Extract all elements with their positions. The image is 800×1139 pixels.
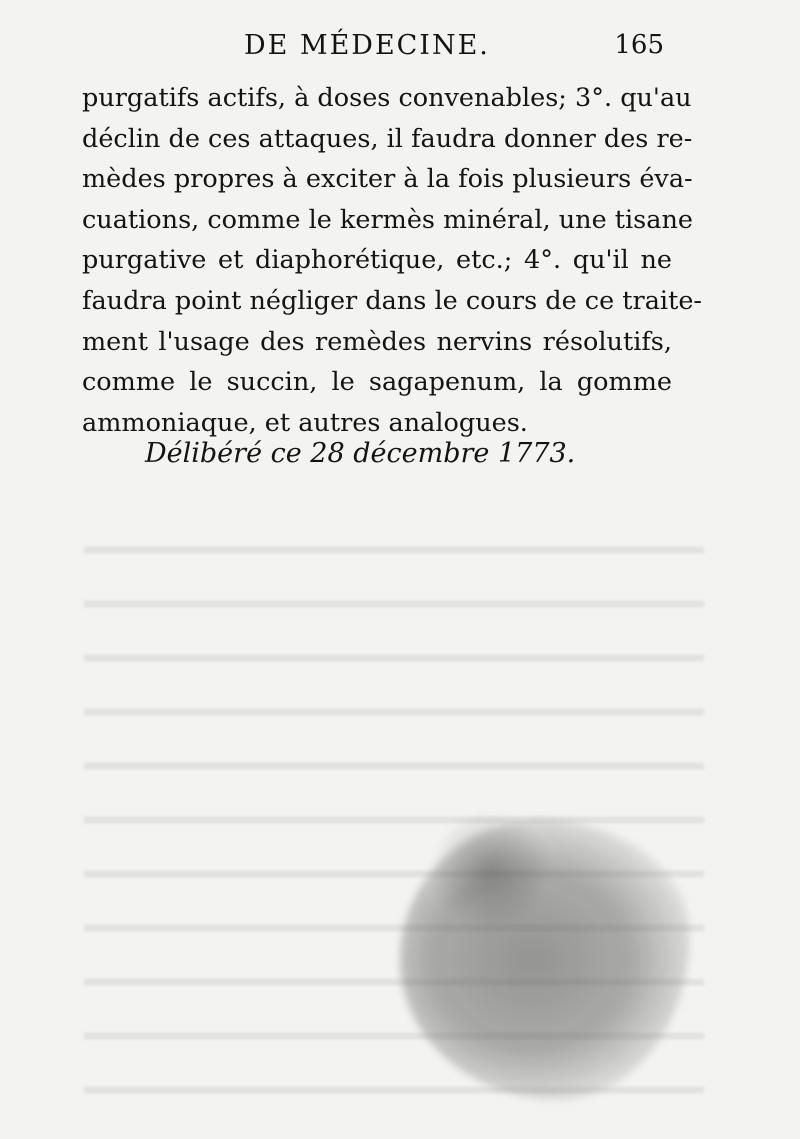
running-head — [84, 30, 664, 70]
running-title: DE MÉDECINE. — [244, 30, 490, 61]
water-stain-edge — [430, 810, 550, 930]
text-line: purgative et diaphorétique, etc.; 4°. qu'il ne — [82, 245, 672, 276]
text-line: faudra point négliger dans le cours de ce traite- — [82, 285, 703, 316]
text-line: déclin de ces attaques, il faudra donner des re- — [82, 123, 693, 154]
text-line: ammoniaque, et autres analogues. — [82, 407, 528, 438]
page-number: 165 — [614, 30, 664, 60]
deliberation-date: Délibéré ce 28 décembre 1773. — [145, 438, 576, 469]
text-line: cuations, comme le kermès minéral, une tisane — [82, 204, 693, 235]
text-line: comme le succin, le sagapenum, la gomme — [82, 367, 672, 398]
text-line: ment l'usage des remèdes nervins résolutifs, — [82, 326, 672, 357]
text-line: mèdes propres à exciter à la fois plusieurs éva- — [82, 164, 693, 195]
text-line: purgatifs actifs, à doses convenables; 3°. qu'au — [82, 83, 692, 113]
body-paragraph — [82, 78, 703, 443]
